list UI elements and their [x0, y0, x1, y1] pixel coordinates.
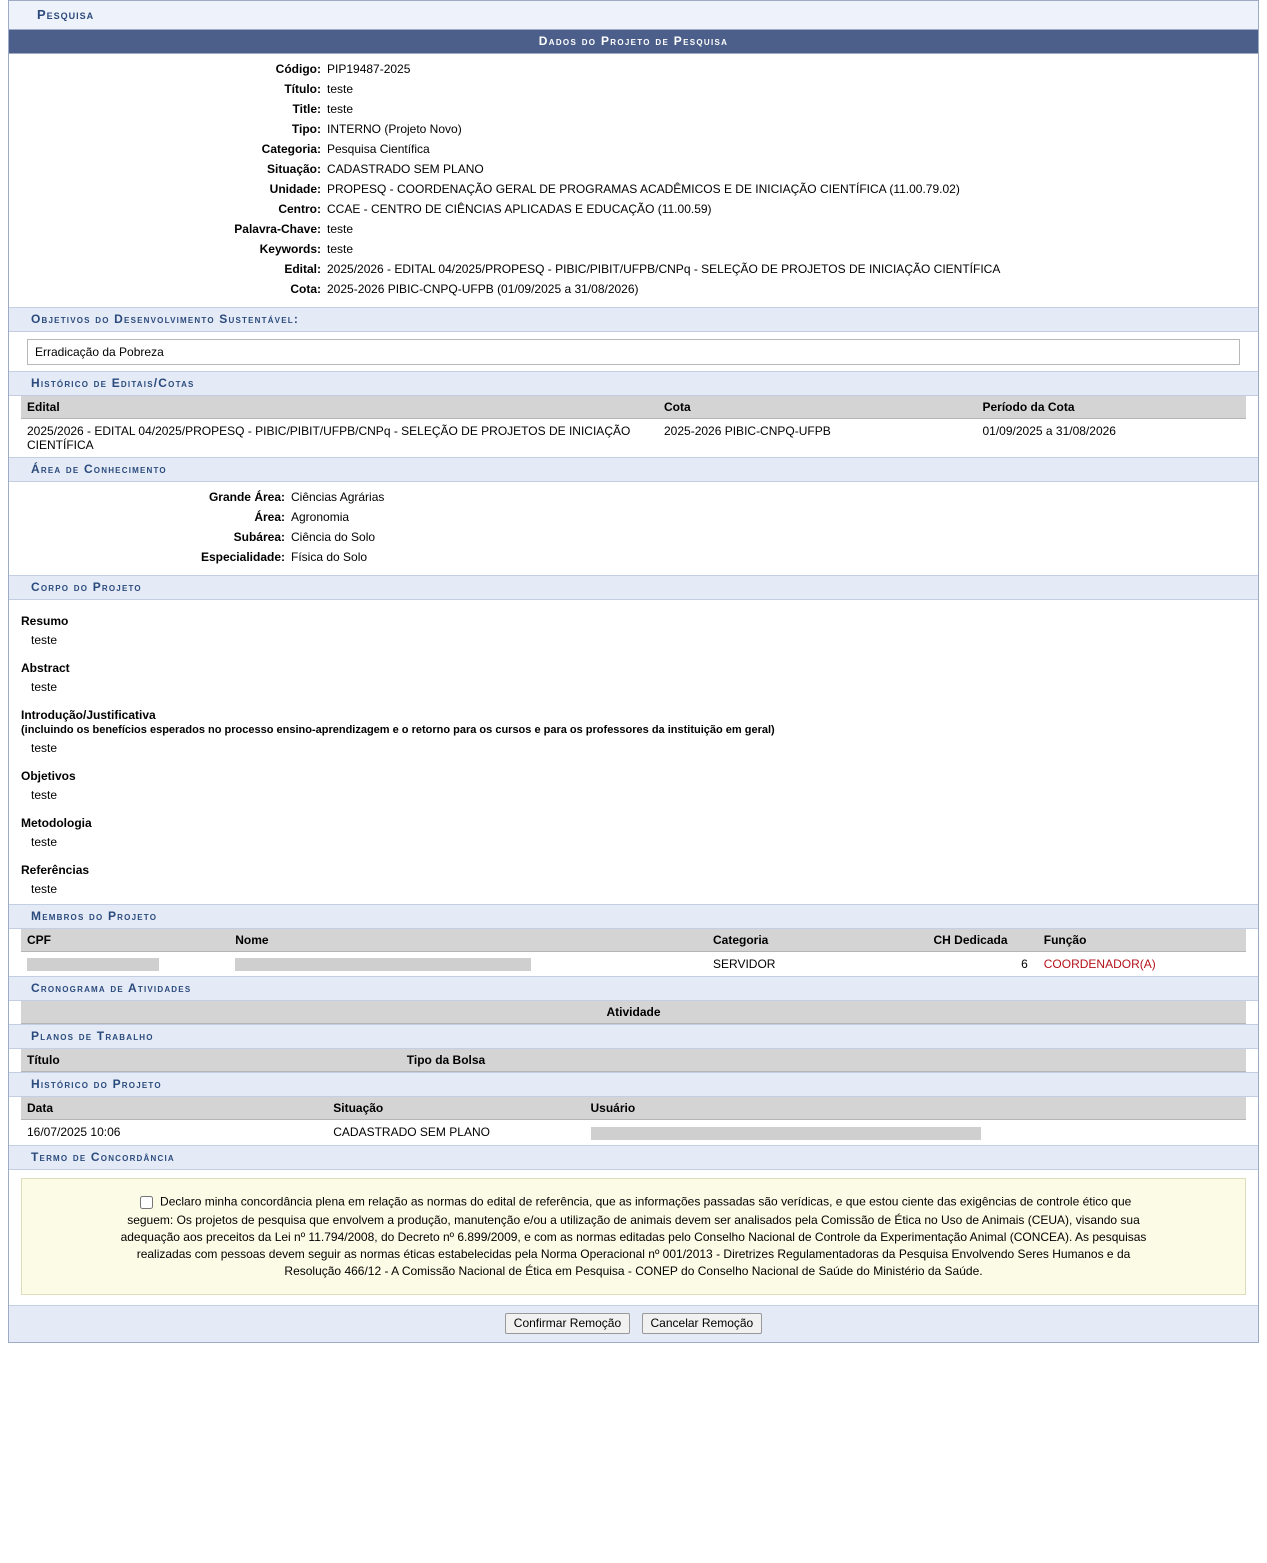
field-unidade	[9, 181, 1258, 197]
field-title-value: teste	[327, 102, 354, 116]
field-unidade-label: Unidade:	[269, 182, 321, 196]
planos-table	[21, 1049, 1246, 1072]
corpo-subtitle-introducao: (incluindo os benefícios esperados no processo ensino-aprendizagem e o retorno para os cursos e para os professores da instituição em geral)	[21, 724, 775, 736]
field-centro-value: CCAE - CENTRO DE CIÊNCIAS APLICADAS E EDUCAÇÃO (11.00.59)	[327, 202, 712, 216]
col-nome: Nome	[229, 929, 707, 952]
pesquisa-panel	[8, 0, 1259, 1343]
corpo-projeto-blocks	[9, 600, 1258, 904]
corpo-title-abstract: Abstract	[21, 661, 70, 675]
corpo-text-metodologia: teste	[31, 835, 58, 849]
confirmar-remocao-button[interactable]: Confirmar Remoção	[505, 1313, 630, 1334]
section-header-termo-concordancia: Termo de Concordância	[9, 1145, 1258, 1170]
col-ch-dedicada: CH Dedicada	[928, 929, 1038, 952]
col-plano-titulo: Título	[21, 1049, 401, 1072]
corpo-title-metodologia: Metodologia	[21, 816, 92, 830]
field-grande-area-value: Ciências Agrárias	[291, 490, 385, 504]
col-periodo-cota: Período da Cota	[977, 396, 1247, 419]
page-title-text: Pesquisa	[37, 7, 95, 22]
cell-nome	[229, 952, 707, 977]
section-header-corpo-projeto: Corpo do Projeto	[9, 575, 1258, 600]
field-titulo-value: teste	[327, 82, 354, 96]
section-header-cronograma: Cronograma de Atividades	[9, 976, 1258, 1001]
field-cota-value: 2025-2026 PIBIC-CNPQ-UFPB (01/09/2025 a 31/08/2026)	[327, 282, 639, 296]
table-row	[21, 952, 1246, 977]
field-tipo-label: Tipo:	[291, 122, 321, 136]
corpo-title-referencias: Referências	[21, 863, 90, 877]
planos-table-wrap	[9, 1049, 1258, 1072]
col-situacao: Situação	[327, 1097, 584, 1120]
cronograma-table	[21, 1001, 1246, 1024]
termo-concordancia-box	[21, 1178, 1246, 1295]
table-row	[21, 419, 1246, 458]
corpo-text-objetivos: teste	[31, 788, 58, 802]
cell-situacao: CADASTRADO SEM PLANO	[333, 1125, 490, 1140]
corpo-text-abstract: teste	[31, 680, 58, 694]
field-cota	[9, 281, 1258, 297]
corpo-title-introducao: Introdução/Justificativa	[21, 708, 156, 722]
cell-categoria: SERVIDOR	[713, 957, 776, 971]
col-atividade: Atividade	[21, 1001, 1246, 1024]
field-keywords	[9, 241, 1258, 257]
col-cpf: CPF	[21, 929, 229, 952]
section-header-area-conhecimento: Área de Conhecimento	[9, 457, 1258, 482]
redacted-usuario	[591, 1127, 981, 1140]
col-data: Data	[21, 1097, 327, 1120]
col-categoria: Categoria	[707, 929, 928, 952]
col-usuario: Usuário	[585, 1097, 1247, 1120]
field-centro-label: Centro:	[278, 202, 321, 216]
redacted-nome	[235, 958, 531, 971]
termo-concordancia-text: Declaro minha concordância plena em relação as normas do edital de referência, que as informações passadas são verídicas, e que estou ciente das exigências de controle ético que seguem: Os projetos de pesquisa que envolvem a produção, manutenção e/ou a utilização de animais devem ser analisados pela Comissão de Ética no Uso de Animais (CEUA), visando sua adequação aos preceitos da Lei nº 11.794/2008, do Decreto nº 6.899/2009, e com as normas editadas pelo Conselho Nacional de Controle da Experimentação Animal (CONCEA). As pesquisas realizadas com pessoas devem seguir as normas éticas estabelecidas pela Norma Operacional nº 001/2013 - Diretrizes Regulamentadoras da Pesquisa Envolvendo Seres Humanos e da Resolução 466/12 - A Comissão Nacional de Ética em Pesquisa - CONEP do Conselho Nacional de Saúde do Ministério da Saúde.	[120, 1194, 1147, 1278]
historico-projeto-table	[21, 1097, 1246, 1144]
table-header-row	[21, 929, 1246, 952]
field-especialidade-label: Especialidade:	[200, 550, 285, 564]
field-titulo	[9, 81, 1258, 97]
field-situacao-value: CADASTRADO SEM PLANO	[327, 162, 484, 176]
table-row	[21, 1120, 1246, 1145]
cronograma-table-wrap	[9, 1001, 1258, 1024]
field-situacao	[9, 161, 1258, 177]
field-tipo-value: INTERNO (Projeto Novo)	[327, 122, 462, 136]
col-funcao: Função	[1038, 929, 1246, 952]
historico-editais-table	[21, 396, 1246, 457]
field-codigo	[9, 61, 1258, 77]
col-edital: Edital	[21, 396, 658, 419]
cell-funcao: COORDENADOR(A)	[1043, 957, 1156, 971]
field-unidade-value: PROPESQ - COORDENAÇÃO GERAL DE PROGRAMAS ACADÊMICOS E DE INICIAÇÃO CIENTÍFICA (11.00.79.02)	[327, 182, 960, 196]
corpo-text-resumo: teste	[31, 633, 58, 647]
termo-concordancia-checkbox[interactable]	[140, 1196, 153, 1209]
field-situacao-label: Situação:	[266, 162, 321, 176]
section-header-planos-trabalho: Planos de Trabalho	[9, 1024, 1258, 1049]
membros-table-wrap	[9, 929, 1258, 976]
redacted-cpf	[27, 958, 159, 971]
field-area	[9, 509, 1258, 525]
field-keywords-value: teste	[327, 242, 354, 256]
section-header-dados-projeto: Dados do Projeto de Pesquisa	[9, 30, 1258, 54]
field-palavra-chave-value: teste	[327, 222, 354, 236]
col-cota: Cota	[658, 396, 977, 419]
field-grande-area-label: Grande Área:	[208, 490, 285, 504]
field-grande-area	[9, 489, 1258, 505]
cell-edital: 2025/2026 - EDITAL 04/2025/PROPESQ - PIBIC/PIBIT/UFPB/CNPq - SELEÇÃO DE PROJETOS DE INICIAÇÃO CIENTÍFICA	[27, 424, 631, 452]
corpo-text-introducao: teste	[31, 741, 58, 755]
field-tipo	[9, 121, 1258, 137]
corpo-title-resumo: Resumo	[21, 614, 69, 628]
historico-projeto-table-wrap	[9, 1097, 1258, 1144]
corpo-title-objetivos: Objetivos	[21, 769, 76, 783]
cell-ch-dedicada: 6	[1021, 957, 1028, 971]
section-header-membros: Membros do Projeto	[9, 904, 1258, 929]
cell-usuario	[585, 1120, 1247, 1145]
field-subarea-label: Subárea:	[233, 530, 285, 544]
field-categoria-label: Categoria:	[261, 142, 321, 156]
ods-value: Erradicação da Pobreza	[27, 339, 1240, 365]
field-edital-value: 2025/2026 - EDITAL 04/2025/PROPESQ - PIBIC/PIBIT/UFPB/CNPq - SELEÇÃO DE PROJETOS DE INICIAÇÃO CIENTÍFICA	[327, 262, 1001, 276]
corpo-text-referencias: teste	[31, 882, 58, 896]
field-title	[9, 101, 1258, 117]
cell-data: 16/07/2025 10:06	[27, 1125, 121, 1140]
field-especialidade-value: Física do Solo	[291, 550, 368, 564]
section-header-historico-projeto: Histórico do Projeto	[9, 1072, 1258, 1097]
field-subarea	[9, 529, 1258, 545]
cancelar-remocao-button[interactable]: Cancelar Remoção	[642, 1313, 763, 1334]
field-categoria	[9, 141, 1258, 157]
col-plano-tipo-bolsa: Tipo da Bolsa	[401, 1049, 1246, 1072]
field-area-value: Agronomia	[291, 510, 350, 524]
action-button-bar	[9, 1305, 1258, 1342]
dados-projeto-list	[9, 54, 1258, 307]
cell-cpf	[21, 952, 229, 977]
table-header-row	[21, 1097, 1246, 1120]
historico-editais-table-wrap	[9, 396, 1258, 457]
section-header-ods: Objetivos do Desenvolvimento Sustentável:	[9, 307, 1258, 332]
membros-table	[21, 929, 1246, 976]
area-conhecimento-list	[9, 482, 1258, 575]
table-header-row	[21, 1049, 1246, 1072]
field-centro	[9, 201, 1258, 217]
cell-cota: 2025-2026 PIBIC-CNPQ-UFPB	[664, 424, 831, 438]
table-header-row	[21, 1001, 1246, 1024]
field-area-label: Área:	[254, 510, 285, 524]
field-titulo-label: Título:	[284, 82, 321, 96]
field-codigo-value: PIP19487-2025	[327, 62, 411, 76]
table-header-row	[21, 396, 1246, 419]
cell-periodo: 01/09/2025 a 31/08/2026	[982, 424, 1116, 438]
field-title-label: Title:	[292, 102, 321, 116]
field-categoria-value: Pesquisa Científica	[327, 142, 430, 156]
section-header-historico-editais: Histórico de Editais/Cotas	[9, 371, 1258, 396]
field-codigo-label: Código:	[275, 62, 321, 76]
field-palavra-chave	[9, 221, 1258, 237]
field-especialidade	[9, 549, 1258, 565]
page-title	[9, 1, 1258, 30]
field-keywords-label: Keywords:	[259, 242, 321, 256]
field-edital	[9, 261, 1258, 277]
field-subarea-value: Ciência do Solo	[291, 530, 376, 544]
field-cota-label: Cota:	[290, 282, 321, 296]
field-edital-label: Edital:	[284, 262, 321, 276]
field-palavra-chave-label: Palavra-Chave:	[234, 222, 321, 236]
